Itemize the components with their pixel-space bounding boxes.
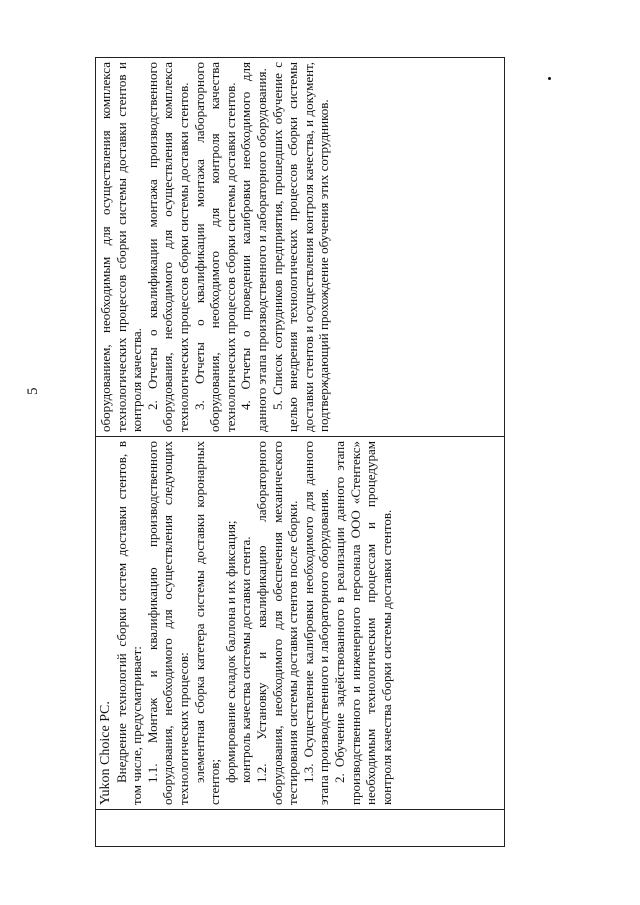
paragraph: контроль качества системы доставки стента. xyxy=(238,536,254,783)
document-table xyxy=(95,57,505,847)
paragraph: 1.3. Осуществление калибровки необходимого для данного этапа производственного и лабораторного оборудования. xyxy=(300,441,332,805)
paragraph: оборудованием, необходимым для осуществления комплекса технологических процессов сборки системы доставки стентов и контроля качества. xyxy=(98,62,145,432)
paragraph: формирование складок баллона и их фиксация; xyxy=(222,520,238,783)
empty-cell xyxy=(96,810,505,847)
table-row xyxy=(96,58,505,847)
paragraph: элементная сборка катетера системы доставки коронарных стентов; xyxy=(191,441,223,805)
paragraph: 1.2. Установку и квалификацию лабораторного оборудования, необходимого для обеспечения механического тестирования системы доставки стентов после сборки. xyxy=(253,441,301,805)
rotated-page xyxy=(25,57,505,847)
page-number: 5 xyxy=(25,387,41,395)
paragraph: 5. Список сотрудников предприятия, прошедших обучение с целью внедрения технологических процессов сборки системы доставки стентов и осуществления контроля качества, и документ, подтверждающий прохождение обучения этих сотрудников. xyxy=(269,62,332,432)
paragraph: 3. Отчеты о квалификации монтажа лабораторного оборудования, необходимого для контроля качества технологических процессов сборки системы доставки стентов. xyxy=(191,62,238,432)
paragraph: 4. Отчеты о проведении калибровки необходимого для данного этапа производственного и лабораторного оборудования. xyxy=(238,62,269,432)
scan-speck xyxy=(548,77,551,80)
results-cell xyxy=(96,58,505,437)
paragraph: Внедрение технологий сборки систем доставки стентов, в том числе, предусматривает: xyxy=(113,441,145,805)
paragraph: 1.1. Монтаж и квалификацию производственного оборудования, необходимого для осуществления следующих технологических процесов: xyxy=(144,441,191,805)
cell-title: Yukon Choice PC. xyxy=(98,701,113,805)
paragraph: 2. Отчеты о квалификации монтажа производственного оборудования, необходимого для осуществления комплекса технологических процессов сборки системы доставки стентов. xyxy=(144,62,191,432)
work-description-cell xyxy=(96,437,505,810)
paragraph: 2. Обучение задействованного в реализации данного этапа производственного и инженерного персонала ООО «Стентекс» необходимым технологическим процессам и процедурам контроля качества сборки системы доставки стентов. xyxy=(331,441,394,805)
